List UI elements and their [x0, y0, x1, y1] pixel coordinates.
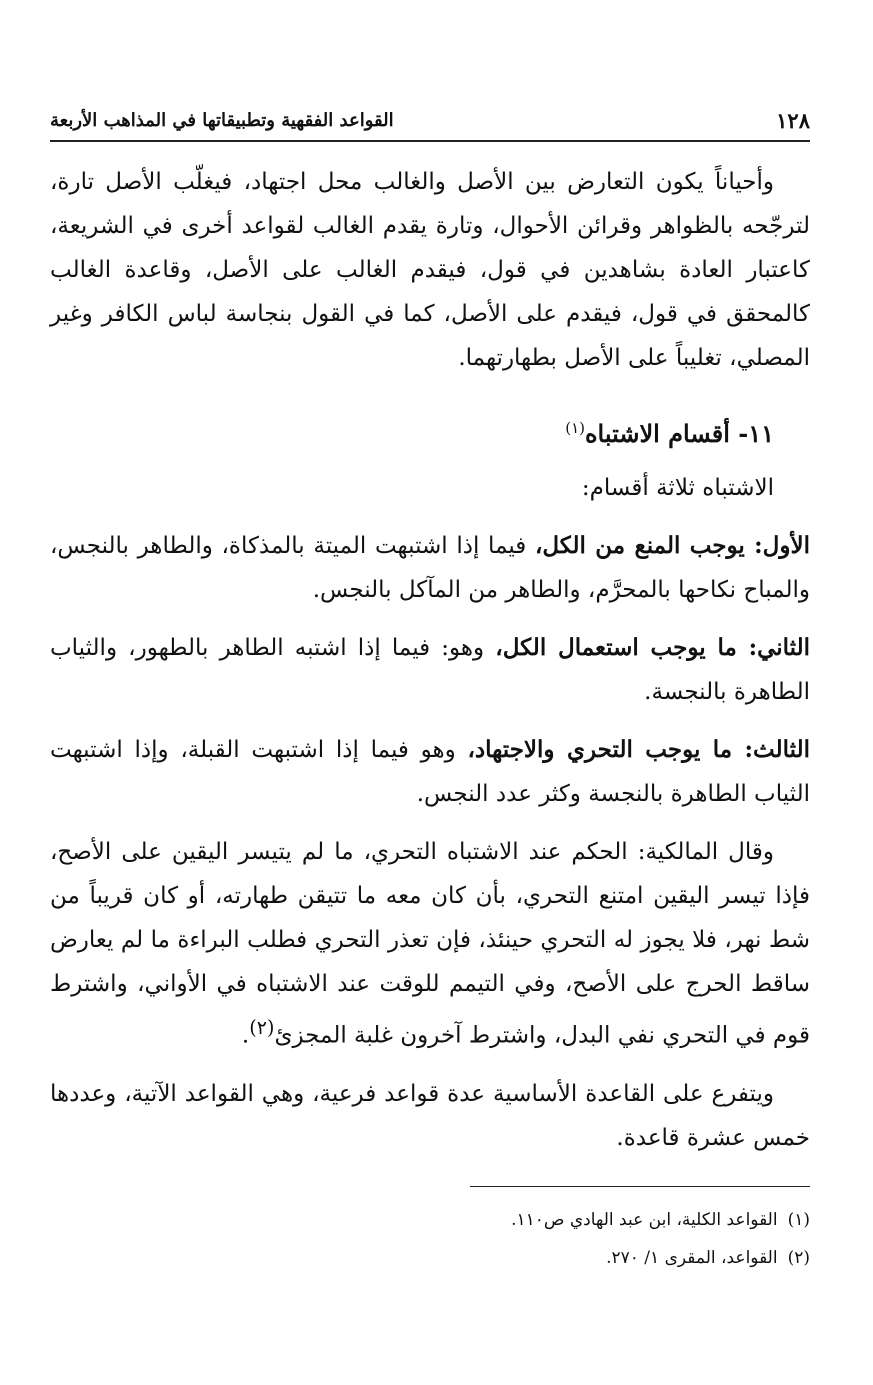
maliki-text: وقال المالكية: الحكم عند الاشتباه التحري، ما لم يتيسر اليقين على الأصح، فإذا تيسر اليقين امتنع التحري، بأن كان معه ما تتيقن طهارته، أو كان قريباً من شط نهر، فلا يجوز له التحري حينئذ، فإن تعذر التحري فطلب البراءة ما لم يعارض ساقط الحرج على الأصح، وفي التيمم للوقت عند الاشتباه في الأواني، واشترط قوم في التحري نفي البدل، واشترط آخرون غلبة المجزئ: [50, 839, 810, 1049]
footnote-text: القواعد الكلية، ابن عبد الهادي ص١١٠.: [511, 1209, 778, 1230]
paragraph-origin-vs-prevalent: وأحياناً يكون التعارض بين الأصل والغالب محل اجتهاد، فيغلّب الأصل تارة، لترجّحه بالظواهر وقرائن الأحوال، وتارة يقدم الغالب لقواعد أخرى في الشريعة، كاعتبار العادة بشاهدين في قول، فيقدم الغالب على الأصل، وقاعدة الغالب كالمحقق في قول، فيقدم على الأصل، كما في القول بنجاسة لباس الكافر وغير المصلي، تغليباً على الأصل بطهارتهما.: [50, 169, 810, 371]
footnote-1: [50, 1201, 810, 1239]
paragraph-intro: الاشتباه ثلاثة أقسام:: [581, 475, 774, 501]
footnote-2: [50, 1239, 810, 1277]
footnote-ref-1: (١): [565, 419, 585, 437]
page-body: [50, 160, 810, 1160]
page-header: [50, 100, 810, 142]
first-type-text: فيما إذا اشتبهت الميتة بالمذكاة، والطاهر بالنجس، والمباح نكاحها بالمحرَّم، والطاهر من المآكل بالنجس.: [50, 533, 810, 603]
page-number: ١٢٨: [776, 108, 810, 133]
first-type-lead: الأول: يوجب المنع من الكل،: [534, 532, 810, 559]
maliki-end: .: [241, 1022, 250, 1049]
footnotes: [50, 1201, 810, 1277]
section-heading: [50, 406, 774, 456]
footnote-number: (٢): [787, 1247, 810, 1268]
footnote-number: (١): [787, 1209, 810, 1230]
paragraph-first-type: [50, 524, 810, 612]
paragraph-second-type: [50, 626, 810, 714]
book-page: [50, 100, 810, 1277]
third-type-lead: الثالث: ما يوجب التحري والاجتهاد،: [467, 736, 810, 763]
running-title: القواعد الفقهية وتطبيقاتها في المذاهب الأربعة: [50, 110, 394, 131]
section-heading-text: ١١- أقسام الاشتباه: [584, 419, 774, 448]
paragraph-closing: ويتفرع على القاعدة الأساسية عدة قواعد فرعية، وهي القواعد الآتية، وعددها خمس عشرة قاعدة.: [50, 1080, 810, 1151]
paragraph-maliki: [50, 830, 810, 1058]
second-type-text: وهو: فيما إذا اشتبه الطاهر بالطهور، والثياب الطاهرة بالنجسة.: [50, 635, 810, 705]
second-type-lead: الثاني: ما يوجب استعمال الكل،: [495, 634, 810, 661]
third-type-text: وهو فيما إذا اشتبهت القبلة، وإذا اشتبهت الثياب الطاهرة بالنجسة وكثر عدد النجس.: [50, 737, 810, 807]
footnote-separator: [470, 1186, 810, 1187]
footnote-text: القواعد، المقرى ١/ ٢٧٠.: [606, 1247, 778, 1268]
footnote-ref-2: (٢): [249, 1016, 275, 1039]
paragraph-third-type: [50, 728, 810, 816]
